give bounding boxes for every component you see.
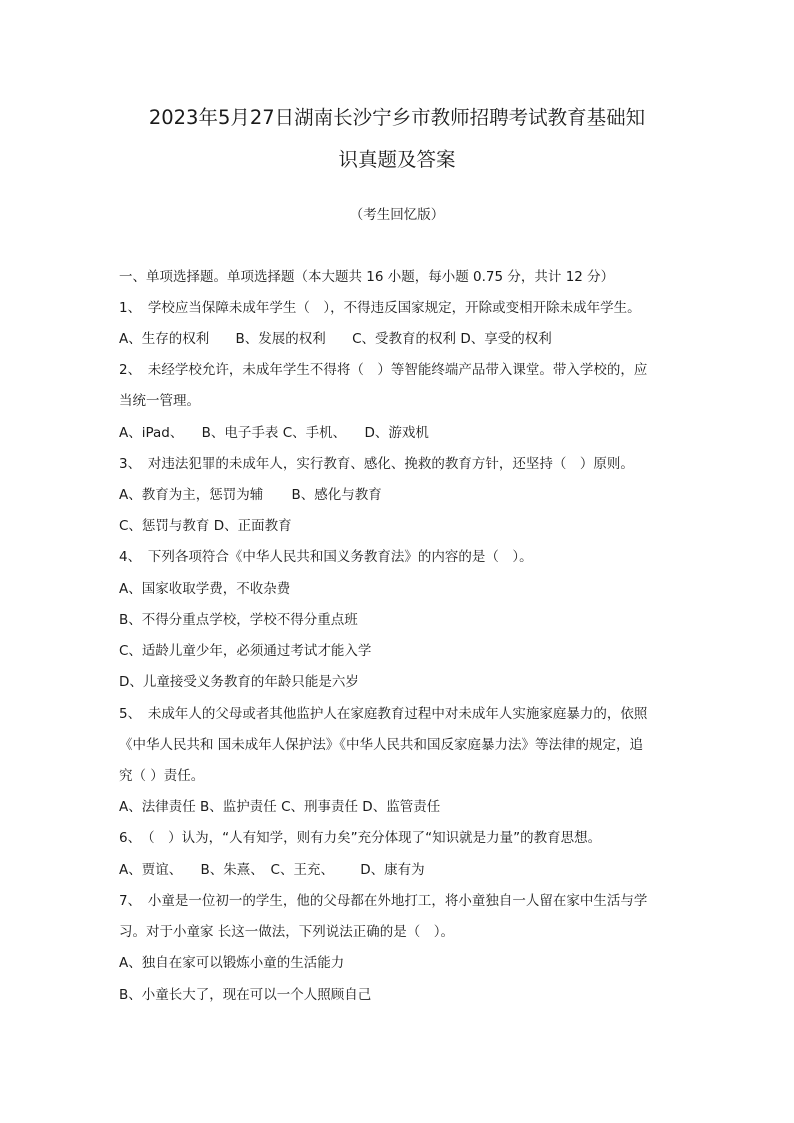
question-7-stem-line-2: 习。对于小童家 长这一做法，下列说法正确的是（ ）。 <box>119 924 455 940</box>
q1-option-b: B、发展的权利 <box>235 331 326 347</box>
question-6-options <box>119 861 425 879</box>
question-5-options: A、法律责任 B、监护责任 C、刑事责任 D、监管责任 <box>119 799 441 815</box>
question-5-stem-line-3: 究（ ）责任。 <box>119 768 205 784</box>
q6-option-d: D、康有为 <box>360 862 425 878</box>
question-3-stem: 3、 对违法犯罪的未成年人，实行教育、感化、挽救的教育方针，还坚持（ ）原则。 <box>119 456 634 472</box>
question-7-stem-line-1: 7、 小童是一位初一的学生，他的父母都在外地打工，将小童独自一人留在家中生活与学 <box>119 893 648 909</box>
q6-option-a: A、贾谊、 <box>119 862 183 878</box>
question-1-options <box>119 330 552 348</box>
q6-option-bc: B、朱熹、 C、王充、 <box>200 862 334 878</box>
question-4-stem: 4、 下列各项符合《中华人民共和国义务教育法》的内容的是（ ）。 <box>119 549 533 565</box>
question-2-options <box>119 424 429 442</box>
document-title-line-2: 识真题及答案 <box>338 148 456 171</box>
q2-option-bc: B、电子手表 C、手机、 <box>201 425 347 441</box>
question-6-stem: 6、 （ ）认为，“人有知学，则有力矣”充分体现了“知识就是力量”的教育思想。 <box>119 830 602 846</box>
q1-option-a: A、生存的权利 <box>119 331 210 347</box>
q2-option-a: A、iPad、 <box>119 425 184 441</box>
question-2-stem-line-1: 2、 未经学校允许，未成年学生不得将（ ）等智能终端产品带入课堂。带入学校的，应 <box>119 362 648 378</box>
q3-option-cd: C、惩罚与教育 D、正面教育 <box>119 518 292 534</box>
question-1-stem: 1、 学校应当保障未成年学生（ ），不得违反国家规定，开除或变相开除未成年学生。 <box>119 300 641 316</box>
question-3-options-ab <box>119 486 382 504</box>
q4-option-c: C、适龄儿童少年，必须通过考试才能入学 <box>119 643 372 659</box>
q3-option-b: B、感化与教育 <box>291 487 382 503</box>
q7-option-b: B、小童长大了，现在可以一个人照顾自己 <box>119 987 372 1003</box>
question-2-stem-line-2: 当统一管理。 <box>119 393 200 409</box>
question-5-stem-line-1: 5、 未成年人的父母或者其他监护人在家庭教育过程中对未成年人实施家庭暴力的，依照 <box>119 706 648 722</box>
question-5-stem-line-2: 《中华人民共和 国未成年人保护法》《中华人民共和国反家庭暴力法》等法律的规定，追 <box>119 737 644 753</box>
section-header: 一、单项选择题。单项选择题（本大题共 16 小题，每小题 0.75 分，共计 12 分） <box>119 269 615 285</box>
q4-option-d: D、儿童接受义务教育的年龄只能是六岁 <box>119 674 359 690</box>
q4-option-b: B、不得分重点学校，学校不得分重点班 <box>119 612 358 628</box>
document-subtitle: （考生回忆版） <box>349 207 445 223</box>
q1-option-cd: C、受教育的权利 D、享受的权利 <box>352 331 552 347</box>
q2-option-d: D、游戏机 <box>364 425 429 441</box>
q7-option-a: A、独自在家可以锻炼小童的生活能力 <box>119 955 345 971</box>
q3-option-a: A、教育为主，惩罚为辅 <box>119 487 264 503</box>
q4-option-a: A、国家收取学费，不收杂费 <box>119 581 291 597</box>
document-title-line-1: 2023年5月27日湖南长沙宁乡市教师招聘考试教育基础知 <box>148 106 646 129</box>
